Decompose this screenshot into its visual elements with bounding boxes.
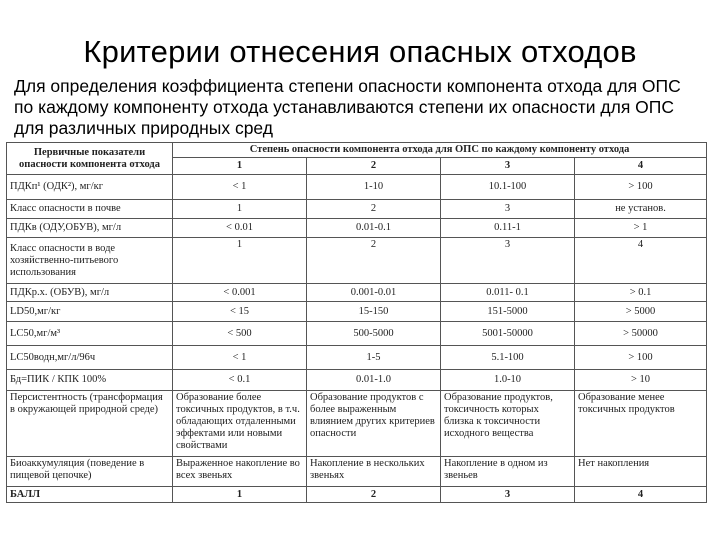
cell: 1 (173, 238, 307, 284)
ball-4: 4 (575, 487, 707, 503)
cell: 0.001-0.01 (307, 284, 441, 302)
row-label: ПДКр.х. (ОБУВ), мг/л (7, 284, 173, 302)
cell: 1-10 (307, 175, 441, 200)
cell: 1-5 (307, 346, 441, 370)
cell: < 1 (173, 175, 307, 200)
row-label: Класс опасности в воде хозяйственно-питьевого использования (7, 238, 173, 284)
table-row (7, 302, 707, 322)
balls-label: БАЛЛ (7, 487, 173, 503)
ball-3: 3 (441, 487, 575, 503)
header-indicators: Первичные показатели опасности компонента отхода (7, 143, 173, 175)
degree-2: 2 (307, 158, 441, 175)
cell: 0.11-1 (441, 219, 575, 238)
table-row (7, 175, 707, 200)
cell: не установ. (575, 200, 707, 219)
cell: 10.1-100 (441, 175, 575, 200)
intro-line-2: по каждому компоненту отхода устанавливаются степени их опасности для ОПС (14, 97, 675, 117)
cell: Образование продуктов, токсичность которых близка к токсичности исходного вещества (441, 391, 575, 457)
row-label: ПДКв (ОДУ,ОБУВ), мг/л (7, 219, 173, 238)
degree-4: 4 (575, 158, 707, 175)
table-row (7, 391, 707, 457)
cell: 15-150 (307, 302, 441, 322)
cell: 3 (441, 200, 575, 219)
table-row (7, 370, 707, 391)
table-row (7, 219, 707, 238)
ball-1: 1 (173, 487, 307, 503)
cell: < 0.01 (173, 219, 307, 238)
cell: Накопление в одном из звеньев (441, 457, 575, 487)
row-label: LC50,мг/м³ (7, 322, 173, 346)
intro-line-1: Для определения коэффициента степени опасности компонента отхода для ОПС (14, 76, 681, 96)
criteria-table (6, 142, 707, 503)
degree-3: 3 (441, 158, 575, 175)
header-degree: Степень опасности компонента отхода для ОПС по каждому компоненту отхода (173, 143, 707, 158)
table-row (7, 322, 707, 346)
cell: Образование более токсичных продуктов, в т.ч. обладающих отдаленными эффектами или новыми свойствами (173, 391, 307, 457)
table-row (7, 200, 707, 219)
cell: > 50000 (575, 322, 707, 346)
cell: 5.1-100 (441, 346, 575, 370)
cell: 1 (173, 200, 307, 219)
table-row (7, 284, 707, 302)
cell: < 500 (173, 322, 307, 346)
balls-row (7, 487, 707, 503)
row-label: Класс опасности в почве (7, 200, 173, 219)
cell: > 100 (575, 346, 707, 370)
cell: Выраженное накопление во всех звеньях (173, 457, 307, 487)
cell: > 5000 (575, 302, 707, 322)
cell: < 15 (173, 302, 307, 322)
intro-line-3: для различных природных сред (14, 118, 273, 138)
cell: > 10 (575, 370, 707, 391)
cell: 0.01-0.1 (307, 219, 441, 238)
degree-1: 1 (173, 158, 307, 175)
table-row (7, 238, 707, 284)
cell: > 0.1 (575, 284, 707, 302)
cell: 0.01-1.0 (307, 370, 441, 391)
cell: Образование менее токсичных продуктов (575, 391, 707, 457)
table-row (7, 346, 707, 370)
cell: 2 (307, 238, 441, 284)
cell: Накопление в нескольких звеньях (307, 457, 441, 487)
cell: < 0.1 (173, 370, 307, 391)
table-header-row (7, 143, 707, 158)
cell: > 1 (575, 219, 707, 238)
row-label: Бд=ПИК / КПК 100% (7, 370, 173, 391)
table-row (7, 457, 707, 487)
cell: 5001-50000 (441, 322, 575, 346)
row-label: Биоаккумуляция (поведение в пищевой цепочке) (7, 457, 173, 487)
cell: < 0.001 (173, 284, 307, 302)
row-label: LD50,мг/кг (7, 302, 173, 322)
slide-title: Критерии отнесения опасных отходов (83, 34, 637, 69)
cell: Нет накопления (575, 457, 707, 487)
ball-2: 2 (307, 487, 441, 503)
cell: 0.011- 0.1 (441, 284, 575, 302)
row-label: Персистентность (трансформация в окружающей природной среде) (7, 391, 173, 457)
cell: 2 (307, 200, 441, 219)
row-label: ПДКп¹ (ОДК²), мг/кг (7, 175, 173, 200)
cell: 3 (441, 238, 575, 284)
cell: 500-5000 (307, 322, 441, 346)
cell: > 100 (575, 175, 707, 200)
cell: 151-5000 (441, 302, 575, 322)
row-label: LC50водн,мг/л/96ч (7, 346, 173, 370)
cell: 1.0-10 (441, 370, 575, 391)
cell: < 1 (173, 346, 307, 370)
cell: Образование продуктов с более выраженным влиянием других критериев опасности (307, 391, 441, 457)
cell: 4 (575, 238, 707, 284)
intro-text (14, 76, 714, 139)
